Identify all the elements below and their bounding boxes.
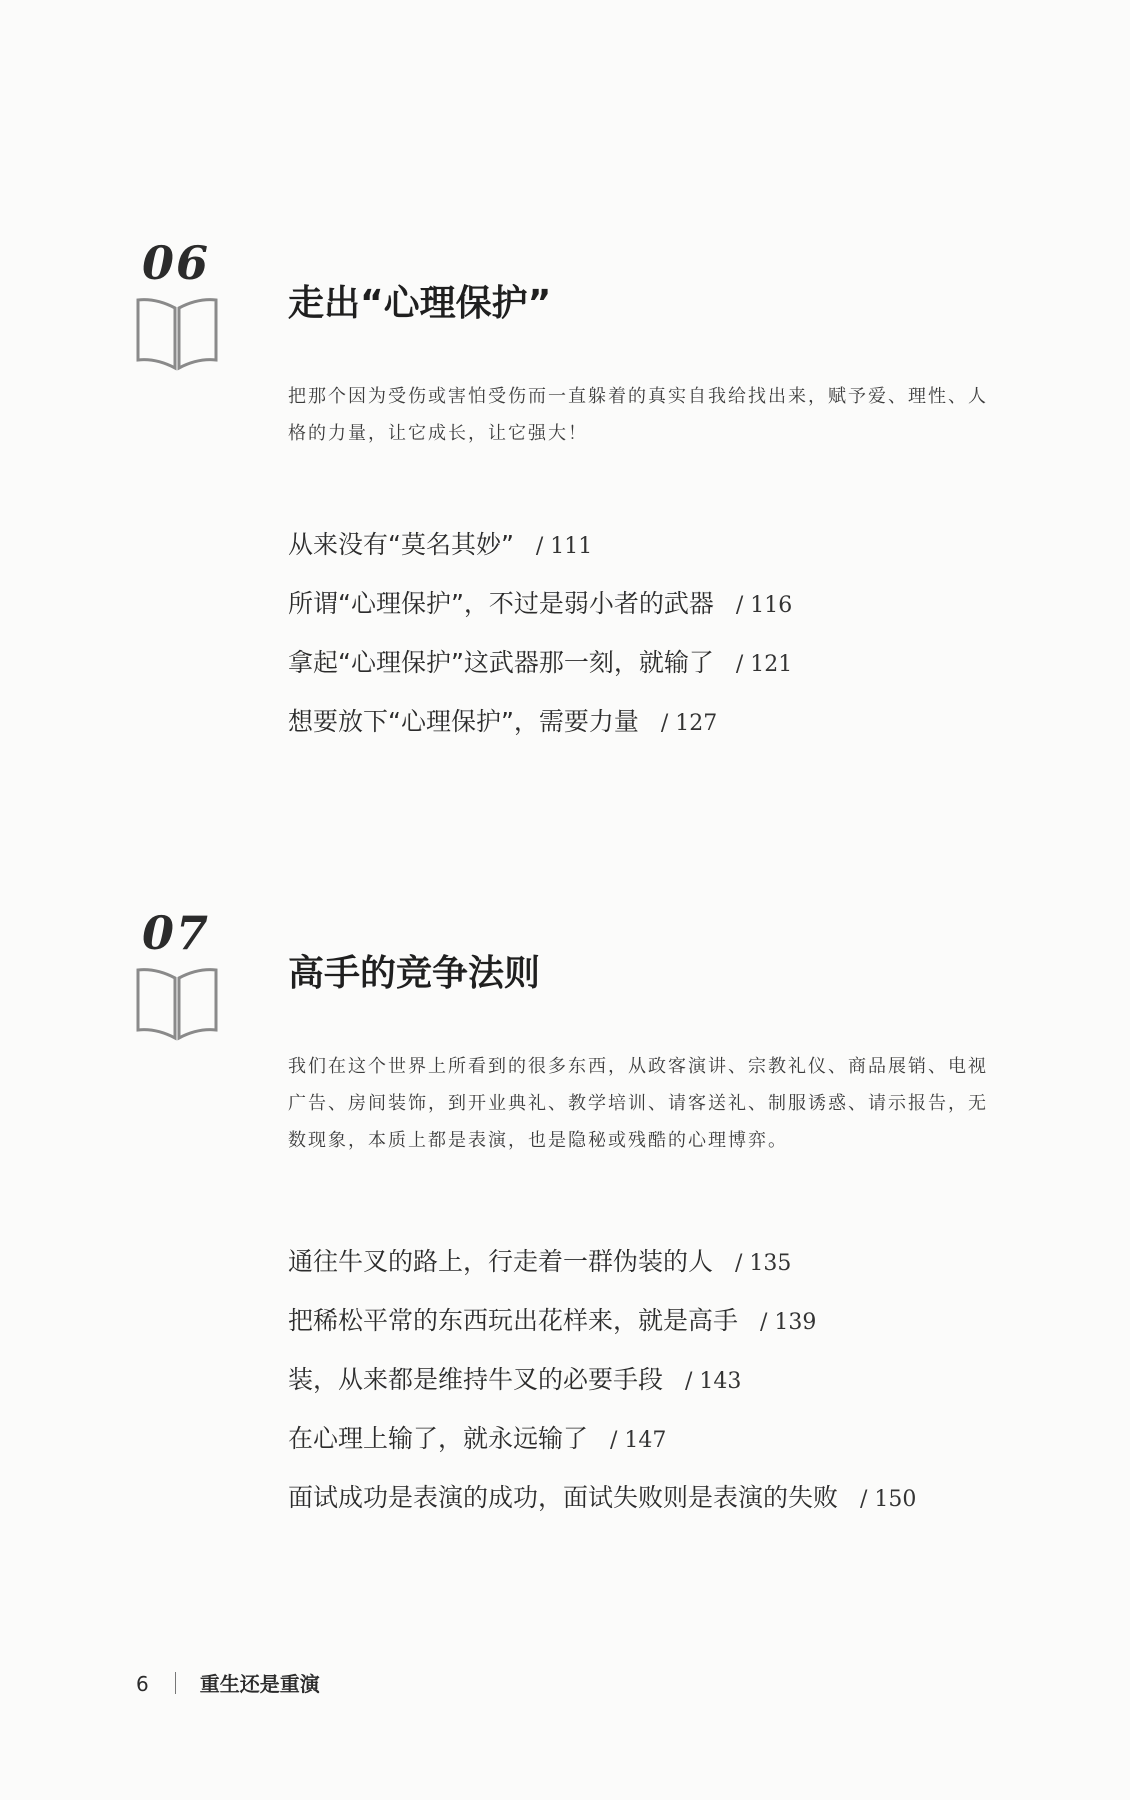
toc-entry[interactable] [288, 1232, 916, 1291]
entry-title: 想要放下“心理保护”，需要力量 [288, 707, 639, 736]
page-footer [136, 1668, 320, 1697]
toc-entry[interactable] [288, 515, 792, 574]
open-book-icon [134, 294, 220, 374]
entry-title: 从来没有“莫名其妙” [288, 530, 514, 559]
toc-entry[interactable] [288, 1291, 916, 1350]
open-book-icon [134, 964, 220, 1044]
entry-title: 面试成功是表演的成功，面试失败则是表演的失败 [288, 1483, 839, 1512]
entry-page: / 139 [760, 1310, 817, 1335]
chapter-summary: 把那个因为受伤或害怕受伤而一直躲着的真实自我给找出来，赋予爱、理性、人格的力量，让它成长，让它强大！ [288, 386, 988, 444]
toc-entry[interactable] [288, 1409, 916, 1468]
entry-title: 通往牛叉的路上，行走着一群伪装的人 [288, 1247, 714, 1276]
toc-entry[interactable] [288, 692, 792, 751]
entry-page: / 147 [610, 1428, 667, 1453]
entry-page: / 111 [535, 534, 593, 559]
entry-page: / 121 [735, 652, 793, 677]
entry-page: / 143 [685, 1369, 742, 1394]
entry-title: 在心理上输了，就永远输了 [288, 1424, 589, 1453]
entry-title: 把稀松平常的东西玩出花样来，就是高手 [288, 1306, 739, 1335]
toc-entry[interactable] [288, 1468, 916, 1527]
footer-divider [175, 1672, 176, 1694]
chapter-number: 06 [142, 236, 211, 290]
chapter-number: 07 [142, 906, 211, 960]
chapter-summary: 我们在这个世界上所看到的很多东西，从政客演讲、宗教礼仪、商品展销、电视广告、房间装饰，到开业典礼、教学培训、请客送礼、制服诱惑、请示报告，无数现象，本质上都是表演，也是隐秘或残酷的心理博弈。 [288, 1056, 988, 1151]
chapter-title: 高手的竞争法则 [288, 953, 541, 994]
entry-page: / 127 [660, 711, 718, 736]
toc-entry[interactable] [288, 633, 792, 692]
book-title: 重生还是重演 [199, 1672, 320, 1696]
entry-page: / 135 [735, 1251, 792, 1276]
entry-page: / 150 [860, 1487, 917, 1512]
page-number: 6 [136, 1672, 149, 1696]
chapter-title: 走出“心理保护” [288, 283, 552, 324]
entry-title: 所谓“心理保护”，不过是弱小者的武器 [288, 589, 714, 618]
entry-title: 拿起“心理保护”这武器那一刻，就输了 [288, 648, 714, 677]
toc-entry[interactable] [288, 574, 792, 633]
toc-list [288, 515, 792, 751]
entry-page: / 116 [735, 593, 793, 618]
entry-title: 装，从来都是维持牛叉的必要手段 [288, 1365, 664, 1394]
toc-entry[interactable] [288, 1350, 916, 1409]
toc-list [288, 1232, 916, 1527]
